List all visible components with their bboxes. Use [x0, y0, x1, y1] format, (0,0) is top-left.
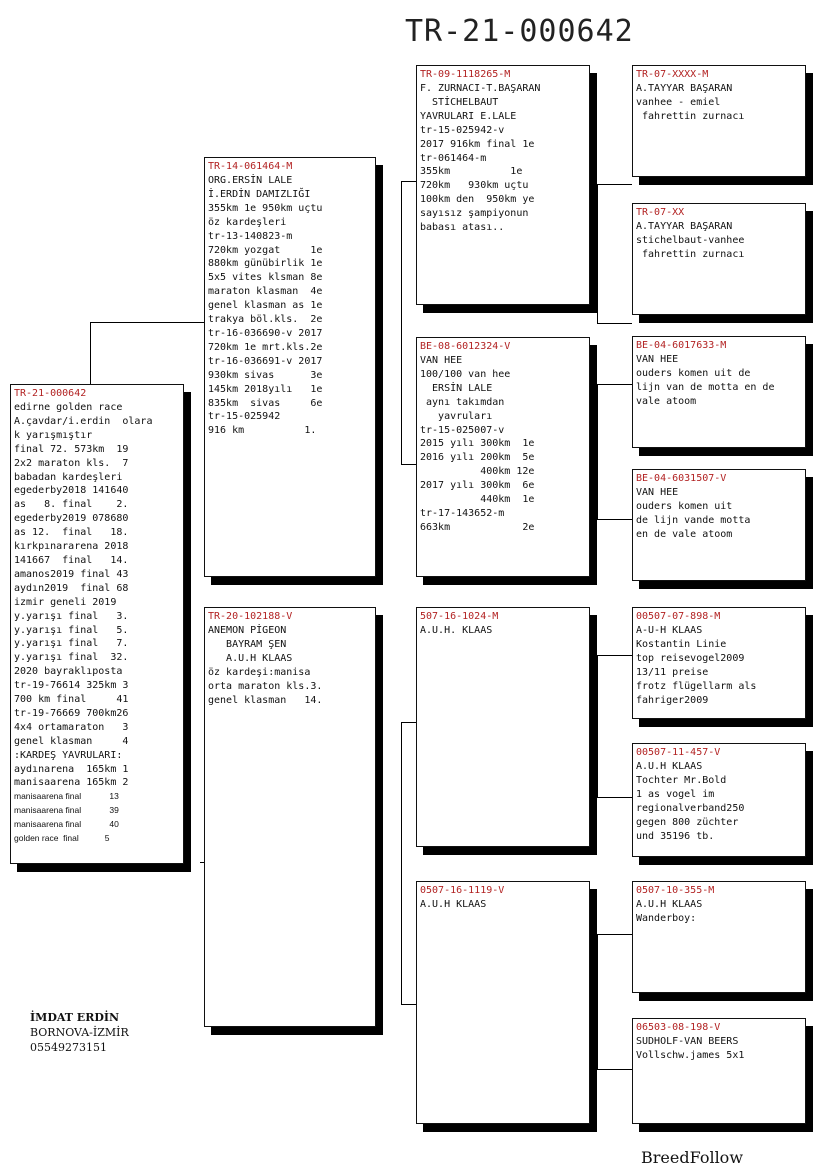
note-line: vanhee - emiel — [636, 96, 721, 108]
note-line: vale atoom — [636, 395, 697, 407]
ring-number: TR-14-061464-M — [208, 161, 293, 172]
sss-card — [632, 65, 806, 177]
note-line: y.yarışı final 32. — [14, 652, 129, 664]
note-line: trakya böl.kls. 2e — [208, 314, 323, 326]
connector-line — [597, 797, 632, 798]
sire-card — [204, 157, 376, 577]
note-line: egederby2019 078680 — [14, 513, 129, 525]
note-line: babadan kardeşleri — [14, 471, 123, 483]
ring-number: 0507-10-355-M — [636, 885, 715, 896]
note-line: yavruları — [420, 410, 493, 422]
note-line: 720km 930km uçtu — [420, 180, 529, 192]
ring-number: TR-21-000642 — [14, 388, 87, 399]
note-line: top reisevogel2009 — [636, 652, 745, 664]
note-line: tr-15-025942-v — [420, 124, 505, 136]
note-line: orta maraton kls.3. — [208, 680, 323, 692]
note-line: kırkpınararena 2018 — [14, 541, 129, 553]
owner-city: BORNOVA-İZMİR — [30, 1026, 129, 1039]
ring-number: BE-04-6031507-V — [636, 473, 727, 484]
connector-line — [597, 934, 598, 1070]
note-line: 355km 1e — [420, 166, 523, 178]
pigeon-notes — [636, 1035, 802, 1063]
pigeon-notes — [636, 624, 802, 707]
note-line: lijn van de motta en de — [636, 381, 775, 393]
note-line: 400km 12e — [420, 466, 535, 478]
note-line: genel klasman as 1e — [208, 300, 323, 312]
note-line: 13/11 preise — [636, 666, 709, 678]
note-line: 2016 yılı 200km 5e — [420, 452, 535, 464]
note-line: de lijn vande motta — [636, 514, 751, 526]
note-line: as 12. final 18. — [14, 527, 129, 539]
dam-dam-card — [416, 881, 590, 1124]
note-line: VAN HEE — [636, 354, 679, 365]
dsd-card — [632, 743, 806, 857]
note-line: tr-15-025942 — [208, 411, 281, 423]
note-line: regionalverband250 — [636, 802, 745, 814]
note-line: 663km 2e — [420, 521, 535, 533]
note-line: aydın2019 final 68 — [14, 582, 129, 594]
note-line: aynı takımdan — [420, 396, 505, 408]
brand-watermark: BreedFollow — [641, 1148, 744, 1167]
connector-line — [597, 384, 632, 385]
connector-line — [597, 655, 632, 656]
note-line: Wanderboy: — [636, 912, 697, 924]
small-note-line: manisaarena final 40 — [14, 819, 119, 830]
note-line: ANEMON PİGEON — [208, 625, 287, 636]
note-line: stichelbaut-vanhee — [636, 234, 745, 246]
sire-dam-card — [416, 337, 590, 577]
ring-number: TR-07-XXXX-M — [636, 69, 709, 80]
pigeon-notes — [208, 624, 372, 707]
note-line: 100/100 van hee — [420, 368, 511, 380]
connector-line — [597, 184, 632, 185]
note-line: 5x5 vites klsman 8e — [208, 272, 323, 284]
ring-number: TR-07-XX — [636, 207, 685, 218]
note-line: öz kardeşi:manisa — [208, 666, 311, 678]
note-line: maraton klasman 4e — [208, 286, 323, 298]
note-line: STİCHELBAUT — [420, 96, 499, 108]
connector-line — [597, 184, 598, 324]
ring-number: 00507-11-457-V — [636, 747, 721, 758]
note-line: :KARDEŞ YAVRULARI: — [14, 749, 123, 761]
dam-sire-card — [416, 607, 590, 847]
sds-card — [632, 336, 806, 448]
note-line: egederby2018 141640 — [14, 485, 129, 497]
note-line: fahrettin zurnacı — [636, 248, 745, 260]
note-line: manisaarena 165km 2 — [14, 777, 129, 789]
pigeon-notes — [420, 898, 586, 912]
note-line: as 8. final 2. — [14, 499, 129, 511]
note-line: izmir geneli 2019 — [14, 596, 117, 608]
ring-number: 00507-07-898-M — [636, 611, 721, 622]
note-line: babası atası.. — [420, 222, 505, 234]
pigeon-notes — [420, 82, 586, 235]
pedigree-title: TR-21-000642 — [405, 14, 634, 49]
note-line: 916 km 1. — [208, 425, 317, 437]
note-line: 930km sivas 3e — [208, 369, 323, 381]
subject-pigeon-card — [10, 384, 184, 864]
note-line: Vollschw.james 5x1 — [636, 1049, 745, 1061]
note-line: tr-16-036691-v 2017 — [208, 355, 323, 367]
note-line: 2x2 maraton kls. 7 — [14, 457, 129, 469]
note-line: 700 km final 41 — [14, 694, 129, 706]
connector-line — [597, 655, 598, 798]
pigeon-notes — [208, 174, 372, 438]
pigeon-notes — [636, 220, 802, 262]
connector-line — [597, 519, 632, 520]
connector-line — [401, 181, 402, 464]
note-line: öz kardeşleri — [208, 216, 287, 228]
note-line: A.U.H. KLAAS — [420, 625, 493, 636]
note-line: F. ZURNACI-T.BAŞARAN — [420, 83, 541, 94]
note-line: gegen 800 züchter — [636, 816, 739, 828]
connector-line — [401, 722, 416, 723]
note-line: 720km yozgat 1e — [208, 244, 323, 256]
note-line: fahrettin zurnacı — [636, 110, 745, 122]
ring-number: 0507-16-1119-V — [420, 885, 505, 896]
pigeon-notes — [636, 82, 802, 124]
note-line: A.U.H KLAAS — [636, 899, 703, 910]
note-line: ORG.ERSİN LALE — [208, 175, 293, 186]
ring-number: 06503-08-198-V — [636, 1022, 721, 1033]
connector-line — [90, 322, 204, 323]
note-line: A-U-H KLAAS — [636, 625, 703, 636]
dss-card — [632, 607, 806, 719]
sdd-card — [632, 469, 806, 581]
note-line: 2017 916km final 1e — [420, 138, 535, 150]
note-line: aydınarena 165km 1 — [14, 763, 129, 775]
note-line: 141667 final 14. — [14, 554, 129, 566]
note-line: A.TAYYAR BAŞARAN — [636, 83, 733, 94]
note-line: A.U.H KLAAS — [208, 652, 293, 664]
note-line: SUDHOLF-VAN BEERS — [636, 1036, 739, 1047]
note-line: y.yarışı final 5. — [14, 624, 129, 636]
note-line: VAN HEE — [420, 355, 463, 366]
owner-phone: 05549273151 — [30, 1041, 107, 1054]
dam-card — [204, 607, 376, 1027]
pigeon-notes — [636, 898, 802, 926]
note-line: frotz flügellarm als — [636, 680, 757, 692]
note-line: Kostantin Linie — [636, 638, 727, 650]
note-line: 440km 1e — [420, 494, 535, 506]
connector-line — [597, 1069, 632, 1070]
note-line: sayısız şampiyonun — [420, 208, 529, 220]
note-line: tr-19-76669 700km26 — [14, 707, 129, 719]
pigeon-notes — [420, 354, 586, 535]
note-line: YAVRULARI E.LALE — [420, 110, 517, 122]
note-line: 2020 bayraklıposta — [14, 666, 123, 678]
ssd-card — [632, 203, 806, 315]
note-line: BAYRAM ŞEN — [208, 638, 287, 650]
ring-number: BE-04-6017633-M — [636, 340, 727, 351]
note-line: tr-13-140823-m — [208, 230, 293, 242]
dds-card — [632, 881, 806, 993]
note-line: 2015 yılı 300km 1e — [420, 438, 535, 450]
note-line: A.U.H KLAAS — [636, 761, 703, 772]
ring-number: BE-08-6012324-V — [420, 341, 511, 352]
connector-line — [401, 722, 402, 1004]
pigeon-notes — [636, 760, 802, 843]
note-line: 145km 2018yılı 1e — [208, 383, 323, 395]
note-line: 835km sivas 6e — [208, 397, 323, 409]
note-line: 880km günübirlik 1e — [208, 258, 323, 270]
note-line: tr-17-143652-m — [420, 507, 505, 519]
note-line: ouders komen uit de — [636, 367, 751, 379]
connector-line — [90, 322, 91, 384]
note-line: tr-16-036690-v 2017 — [208, 327, 323, 339]
note-line: amanos2019 final 43 — [14, 568, 129, 580]
note-line: und 35196 tb. — [636, 830, 715, 842]
pigeon-notes — [420, 624, 586, 638]
note-line: en de vale atoom — [636, 528, 733, 540]
note-line: final 72. 573km 19 — [14, 443, 129, 455]
pigeon-notes — [14, 401, 180, 790]
owner-name: İMDAT ERDİN — [30, 1011, 120, 1024]
ring-number: TR-09-1118265-M — [420, 69, 511, 80]
ring-number: 507-16-1024-M — [420, 611, 499, 622]
small-note-line: golden race final 5 — [14, 833, 110, 844]
note-line: 100km den 950km ye — [420, 194, 535, 206]
note-line: y.yarışı final 3. — [14, 610, 129, 622]
note-line: ouders komen uit — [636, 500, 733, 512]
connector-line — [597, 934, 632, 935]
pigeon-notes — [636, 353, 802, 409]
note-line: fahriger2009 — [636, 694, 709, 706]
note-line: genel klasman 4 — [14, 735, 129, 747]
note-line: 4x4 ortamaraton 3 — [14, 721, 129, 733]
pigeon-small-notes — [14, 790, 180, 846]
note-line: 1 as vogel im — [636, 788, 715, 800]
note-line: A.TAYYAR BAŞARAN — [636, 221, 733, 232]
small-note-line: manisaarena final 13 — [14, 791, 119, 802]
note-line: tr-061464-m — [420, 152, 487, 164]
pigeon-notes — [636, 486, 802, 542]
ring-number: TR-20-102188-V — [208, 611, 293, 622]
note-line: VAN HEE — [636, 487, 679, 498]
owner-info — [30, 1010, 129, 1055]
note-line: genel klasman 14. — [208, 694, 323, 706]
note-line: tr-19-76614 325km 3 — [14, 680, 129, 692]
connector-line — [401, 1004, 416, 1005]
note-line: 720km 1e mrt.kls.2e — [208, 341, 323, 353]
note-line: İ.ERDİN DAMIZLIĞI — [208, 188, 311, 200]
note-line: 2017 yılı 300km 6e — [420, 480, 535, 492]
note-line: Tochter Mr.Bold — [636, 774, 727, 786]
note-line: ERSİN LALE — [420, 382, 493, 394]
note-line: edirne golden race — [14, 402, 123, 413]
connector-line — [401, 464, 416, 465]
sire-sire-card — [416, 65, 590, 305]
note-line: 355km 1e 950km uçtu — [208, 202, 323, 214]
note-line: k yarışmıştır — [14, 429, 93, 441]
ddd-card — [632, 1018, 806, 1124]
note-line: A.çavdar/i.erdin olara — [14, 415, 153, 427]
note-line: A.U.H KLAAS — [420, 899, 487, 910]
connector-line — [597, 384, 598, 520]
connector-line — [597, 323, 632, 324]
small-note-line: manisaarena final 39 — [14, 805, 119, 816]
connector-line — [401, 181, 416, 182]
note-line: y.yarışı final 7. — [14, 638, 129, 650]
note-line: tr-15-025007-v — [420, 424, 505, 436]
